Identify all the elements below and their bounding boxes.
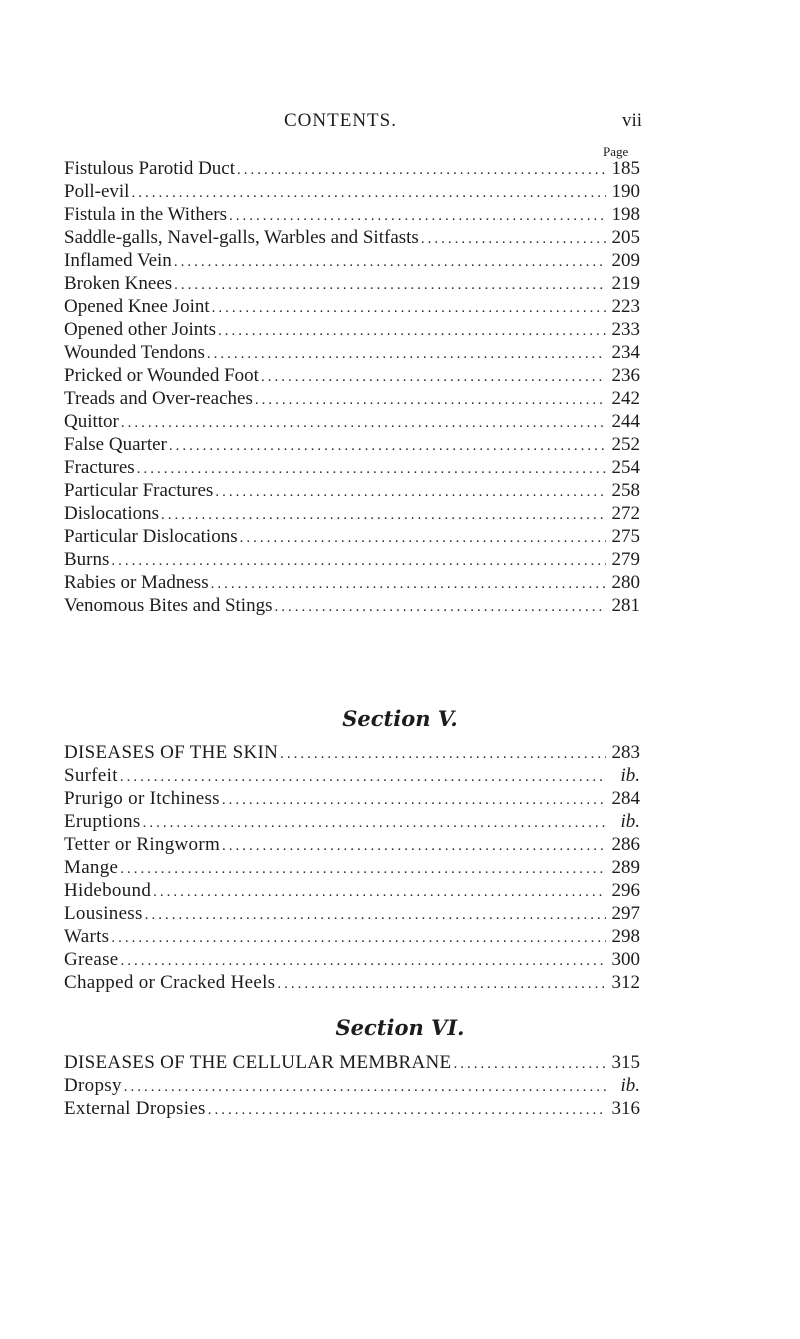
entry-title: Broken Knees	[64, 273, 173, 294]
entry-title: DISEASES OF THE SKIN	[64, 742, 279, 763]
toc-entry	[64, 503, 640, 526]
entry-page: 244	[611, 411, 640, 432]
entry-title: DISEASES OF THE CELLULAR MEMBRANE	[64, 1052, 452, 1073]
entry-title: False Quarter	[64, 434, 167, 455]
toc-entry	[64, 595, 640, 618]
running-head-title: CONTENTS.	[284, 110, 397, 131]
entry-page: 286	[611, 834, 640, 855]
toc-entry	[64, 926, 640, 949]
entry-page: 254	[611, 457, 640, 478]
entry-title: Dislocations	[64, 503, 159, 524]
entry-title: Rabies or Madness	[64, 572, 209, 593]
entry-title: Prurigo or Itchiness	[64, 788, 220, 809]
toc-entry	[64, 365, 640, 388]
dot-leader	[222, 792, 606, 809]
dot-leader	[161, 507, 606, 524]
toc-entry	[64, 388, 640, 411]
toc-entry	[64, 857, 640, 880]
entry-page: 233	[611, 319, 640, 340]
entry-title: Opened Knee Joint	[64, 296, 210, 317]
toc-entry	[64, 972, 640, 995]
entry-title: Pricked or Wounded Foot	[64, 365, 259, 386]
entry-page: 297	[611, 903, 640, 924]
dot-leader	[277, 976, 606, 993]
toc-entry	[64, 273, 640, 296]
dot-leader	[211, 576, 606, 593]
entry-page: ib.	[620, 811, 640, 832]
entry-title: Inflamed Vein	[64, 250, 172, 271]
entry-title: Tetter or Ringworm	[64, 834, 221, 855]
entry-title: Treads and Over-reaches	[64, 388, 253, 409]
entry-title: Mange	[64, 857, 119, 878]
toc-entry	[64, 880, 640, 903]
dot-leader	[120, 861, 606, 878]
entry-title: Lousiness	[64, 903, 143, 924]
entry-page: 198	[611, 204, 640, 225]
entry-page: 280	[611, 572, 640, 593]
dot-leader	[131, 185, 606, 202]
entry-page: 185	[611, 158, 640, 179]
contents-list-section-vi	[64, 1052, 640, 1121]
toc-entry	[64, 319, 640, 342]
toc-entry	[64, 811, 640, 834]
entry-title: Fractures	[64, 457, 135, 478]
entry-title: Grease	[64, 949, 119, 970]
entry-title: Surfeit	[64, 765, 118, 786]
section-v-heading: Section V.	[342, 706, 458, 731]
contents-list-section-v	[64, 742, 640, 995]
entry-title: Fistulous Parotid Duct	[64, 158, 236, 179]
entry-title: Burns	[64, 549, 110, 570]
toc-entry	[64, 903, 640, 926]
toc-entry	[64, 250, 640, 273]
entry-title: Chapped or Cracked Heels	[64, 972, 276, 993]
dot-leader	[208, 1102, 606, 1119]
entry-page: ib.	[620, 1075, 640, 1096]
entry-title: Dropsy	[64, 1075, 122, 1096]
dot-leader	[222, 838, 606, 855]
entry-page: 258	[611, 480, 640, 501]
toc-entry	[64, 181, 640, 204]
dot-leader	[240, 530, 606, 547]
entry-title: Poll-evil	[64, 181, 130, 202]
entry-page: 300	[611, 949, 640, 970]
contents-list-a	[64, 158, 640, 618]
dot-leader	[207, 346, 606, 363]
entry-page: 315	[611, 1052, 640, 1073]
entry-page: 252	[611, 434, 640, 455]
toc-entry	[64, 227, 640, 250]
entry-page: 242	[611, 388, 640, 409]
entry-page: 284	[611, 788, 640, 809]
dot-leader	[218, 323, 606, 340]
dot-leader	[143, 815, 606, 832]
dot-leader	[453, 1056, 606, 1073]
dot-leader	[121, 415, 606, 432]
toc-entry	[64, 342, 640, 365]
entry-page: 219	[611, 273, 640, 294]
entry-title: Wounded Tendons	[64, 342, 205, 363]
dot-leader	[261, 369, 606, 386]
entry-title: Venomous Bites and Stings	[64, 595, 273, 616]
dot-leader	[137, 461, 606, 478]
entry-page: 298	[611, 926, 640, 947]
toc-entry	[64, 788, 640, 811]
toc-entry	[64, 1052, 640, 1075]
entry-page: 205	[611, 227, 640, 248]
entry-title: Opened other Joints	[64, 319, 216, 340]
dot-leader	[169, 438, 606, 455]
toc-entry	[64, 434, 640, 457]
toc-entry	[64, 834, 640, 857]
toc-entry	[64, 572, 640, 595]
dot-leader	[121, 953, 606, 970]
entry-title: Particular Dislocations	[64, 526, 238, 547]
toc-entry	[64, 1075, 640, 1098]
toc-entry	[64, 204, 640, 227]
dot-leader	[124, 1079, 606, 1096]
toc-entry	[64, 457, 640, 480]
dot-leader	[153, 884, 606, 901]
dot-leader	[237, 162, 606, 179]
entry-page: 312	[611, 972, 640, 993]
entry-page: 275	[611, 526, 640, 547]
dot-leader	[229, 208, 606, 225]
toc-entry	[64, 480, 640, 503]
entry-title: Quittor	[64, 411, 119, 432]
entry-title: Saddle-galls, Navel-galls, Warbles and Sitfasts	[64, 227, 419, 248]
dot-leader	[212, 300, 606, 317]
entry-title: Fistula in the Withers	[64, 204, 228, 225]
toc-entry	[64, 296, 640, 319]
dot-leader	[174, 254, 606, 271]
dot-leader	[255, 392, 606, 409]
entry-title: Particular Fractures	[64, 480, 214, 501]
entry-page: 234	[611, 342, 640, 363]
toc-entry	[64, 765, 640, 788]
entry-page: 223	[611, 296, 640, 317]
entry-title: Hidebound	[64, 880, 152, 901]
dot-leader	[421, 231, 606, 248]
toc-entry	[64, 549, 640, 572]
entry-page: 209	[611, 250, 640, 271]
dot-leader	[111, 930, 606, 947]
toc-entry	[64, 411, 640, 434]
toc-entry	[64, 742, 640, 765]
toc-entry	[64, 526, 640, 549]
dot-leader	[174, 277, 606, 294]
toc-entry	[64, 949, 640, 972]
entry-page: 316	[611, 1098, 640, 1119]
entry-page: 283	[611, 742, 640, 763]
section-vi-heading: Section VI.	[335, 1015, 465, 1040]
entry-page: 279	[611, 549, 640, 570]
entry-title: Eruptions	[64, 811, 141, 832]
toc-entry	[64, 158, 640, 181]
dot-leader	[274, 599, 606, 616]
page-column-label: Page	[603, 144, 629, 159]
dot-leader	[280, 746, 606, 763]
dot-leader	[120, 769, 606, 786]
entry-page: 289	[611, 857, 640, 878]
entry-title: External Dropsies	[64, 1098, 206, 1119]
entry-page: 236	[611, 365, 640, 386]
running-head	[0, 110, 800, 134]
dot-leader	[215, 484, 606, 501]
entry-page: ib.	[620, 765, 640, 786]
entry-page: 272	[611, 503, 640, 524]
entry-page: 190	[611, 181, 640, 202]
entry-page: 281	[611, 595, 640, 616]
entry-title: Warts	[64, 926, 110, 947]
dot-leader	[111, 553, 606, 570]
dot-leader	[145, 907, 606, 924]
page-number: vii	[622, 110, 643, 131]
toc-entry	[64, 1098, 640, 1121]
entry-page: 296	[611, 880, 640, 901]
